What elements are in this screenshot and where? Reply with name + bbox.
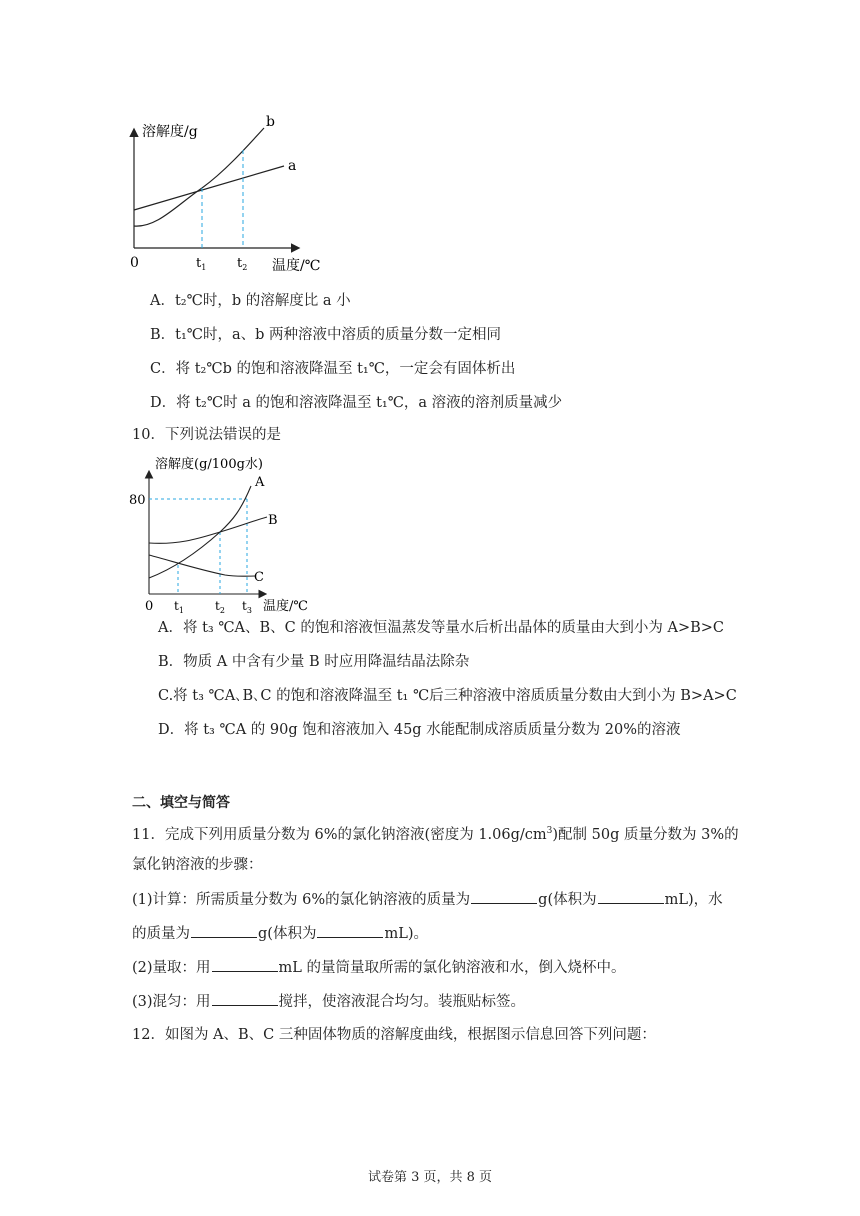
chart2-label-A: A (255, 475, 265, 490)
q10-option-c: C.将 t₃ ℃A､B､C 的饱和溶液降温至 t₁ ℃后三种溶液中溶质质量分数由大到小为 B>A>C (158, 688, 737, 704)
q11-line4: 的质量为 g(体积为 mL)。 (132, 923, 428, 944)
blank-water-volume[interactable] (317, 923, 383, 938)
page-footer: 试卷第 3 页，共 8 页 (367, 1170, 493, 1185)
q10-option-a: A．将 t₃ ℃A、B、C 的饱和溶液恒温蒸发等量水后析出晶体的质量由大到小为 A>B>C (158, 620, 725, 636)
chart2-tick-t2: $t_2$ (215, 599, 225, 615)
q11-line1: 11．完成下列用质量分数为 6%的氯化钠溶液(密度为 $1.06g/cm^3$)配制 50g 质量分数为 3%的 (132, 826, 739, 843)
chart1-tick-t2: $t_2$ (237, 256, 248, 272)
curve-C (149, 555, 255, 576)
chart2-tick-t3: $t_3$ (242, 599, 252, 615)
blank-water-mass[interactable] (191, 923, 257, 938)
chart2-label-B: B (268, 513, 278, 528)
chart1-ylabel: 溶解度/g (142, 124, 198, 140)
solubility-chart-2 (125, 450, 325, 615)
curve-a (134, 166, 284, 210)
curve-B (149, 517, 267, 543)
blank-cylinder-size[interactable] (212, 957, 278, 972)
blank-solution-mass[interactable] (471, 889, 537, 904)
q10-option-b: B．物质 A 中含有少量 B 时应用降温结晶法除杂 (158, 654, 470, 670)
blank-solution-volume[interactable] (598, 889, 664, 904)
solubility-chart-1 (112, 110, 342, 280)
chart1-xlabel: 温度/℃ (272, 258, 321, 274)
chart2-xlabel: 温度/℃ (263, 599, 308, 614)
chart2-origin: 0 (145, 599, 154, 614)
q12-stem: 12．如图为 A、B、C 三种固体物质的溶解度曲线，根据图示信息回答下列问题： (132, 1027, 656, 1043)
chart1-label-a: a (288, 158, 297, 174)
q9-option-d: D．将 t₂℃时 a 的饱和溶液降温至 t₁℃，a 溶液的溶剂质量减少 (150, 395, 563, 411)
q11-line2: 氯化钠溶液的步骤： (132, 857, 263, 873)
chart1-label-b: b (266, 114, 275, 130)
section-title: 二、填空与简答 (132, 795, 230, 811)
chart2-ylabel: 溶解度(g/100g水) (155, 457, 263, 472)
q9-option-a: A．t₂℃时，b 的溶解度比 a 小 (150, 293, 351, 309)
blank-stirring-tool[interactable] (212, 991, 278, 1006)
chart1-tick-t1: $t_1$ (196, 256, 207, 272)
q10-stem: 10．下列说法错误的是 (132, 427, 281, 443)
q9-option-c: C．将 t₂℃b 的饱和溶液降温至 t₁℃，一定会有固体析出 (150, 361, 516, 377)
curve-A (149, 486, 251, 578)
q10-option-d: D．将 t₃ ℃A 的 90g 饱和溶液加入 45g 水能配制成溶质质量分数为 20%的溶液 (158, 722, 681, 738)
chart2-y80: 80 (129, 493, 146, 508)
chart2-tick-t1: $t_1$ (174, 599, 184, 615)
q11-line5: (2)量取：用 mL 的量筒量取所需的氯化钠溶液和水，倒入烧杯中。 (132, 957, 626, 978)
q11-line3: (1)计算：所需质量分数为 6%的氯化钠溶液的质量为 g(体积为 mL)，水 (132, 889, 723, 910)
q9-option-b: B．t₁℃时，a、b 两种溶液中溶质的质量分数一定相同 (150, 327, 502, 343)
chart1-origin: 0 (130, 255, 139, 271)
chart2-label-C: C (254, 570, 264, 585)
q11-line6: (3)混匀：用 搅拌，使溶液混合均匀。装瓶贴标签。 (132, 991, 525, 1012)
